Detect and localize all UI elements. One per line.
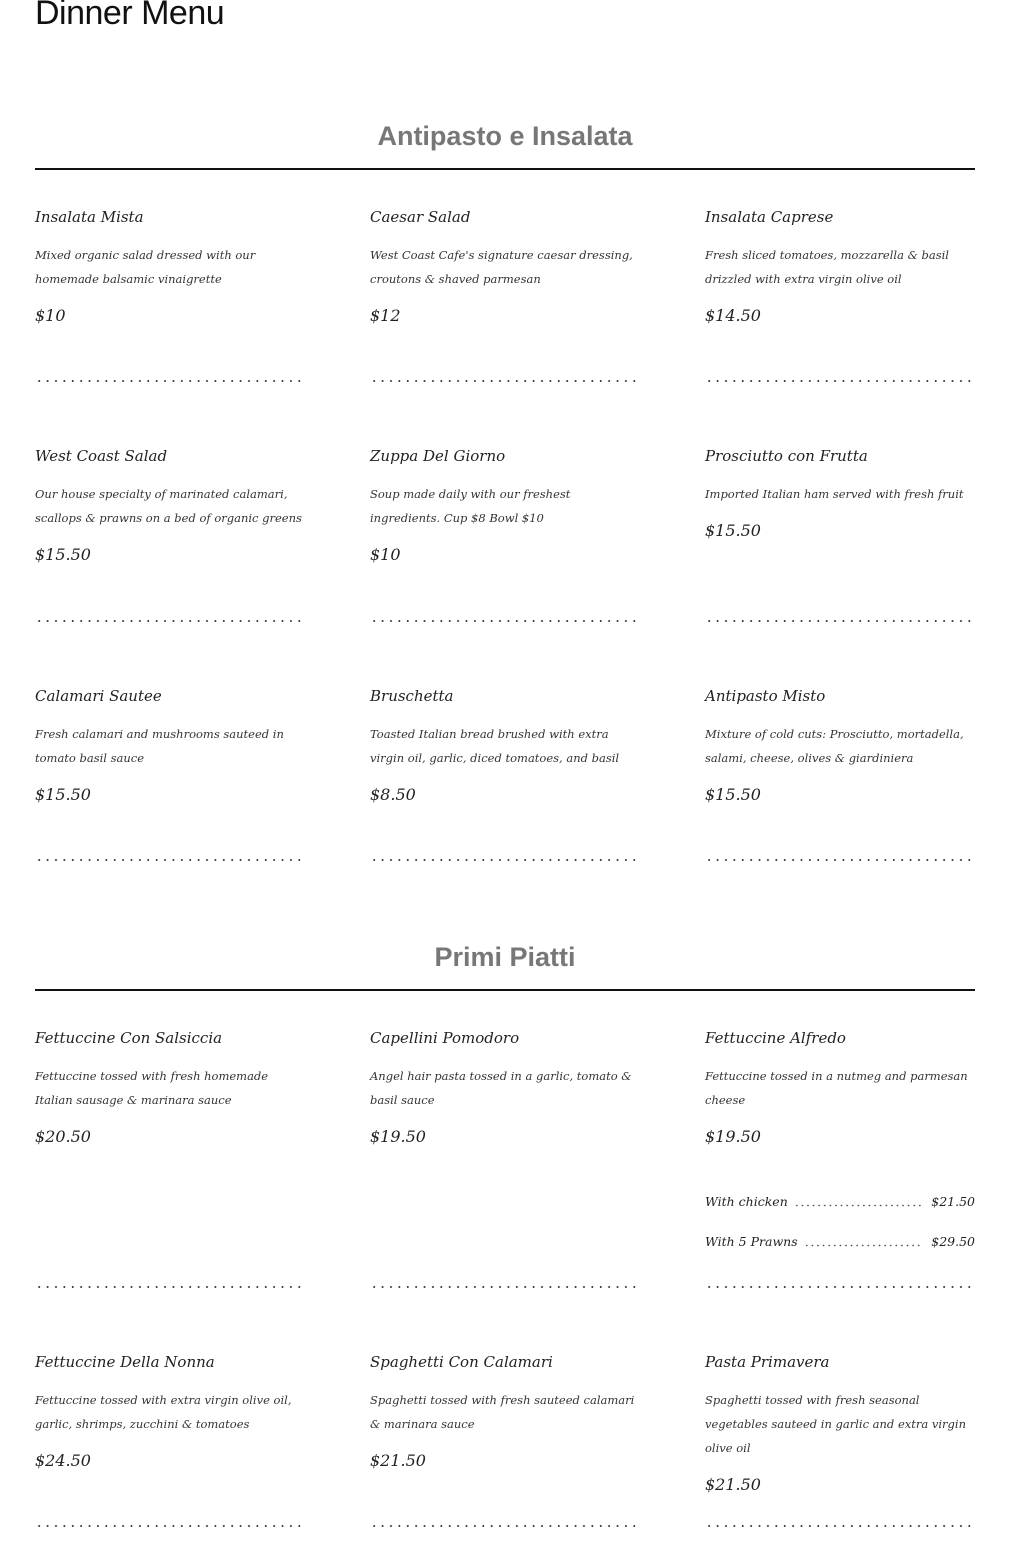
item-price: $10 [370,545,401,564]
menu-item [705,1026,975,1149]
item-price: $15.50 [35,785,91,804]
item-name: Zuppa Del Giorno [370,447,506,465]
item-price: $8.50 [370,785,416,804]
item-description: West Coast Cafe's signature caesar dressing, croutons & shaved parmesan [370,248,633,286]
item-divider [705,858,975,862]
item-name: Prosciutto con Frutta [705,447,868,465]
menu-item [35,684,305,807]
item-divider [35,1524,305,1528]
item-price: $10 [35,306,66,325]
menu-item [370,444,640,567]
menu-item [35,444,305,567]
item-price: $24.50 [35,1451,91,1470]
item-divider [370,1524,640,1528]
menu-grid [35,170,975,870]
item-divider [705,379,975,383]
item-description: Spaghetti tossed with fresh seasonal vegetables sauteed in garlic and extra virgin olive oil [705,1393,966,1455]
menu-item [370,684,640,807]
item-divider [705,619,975,623]
item-name: Antipasto Misto [705,687,826,705]
menu-item [705,1350,975,1497]
item-option [705,1227,975,1251]
item-divider [370,1285,640,1289]
item-price: $14.50 [705,306,761,325]
item-name: West Coast Salad [35,447,168,465]
menu-grid [35,991,975,1551]
option-price: $21.50 [931,1194,975,1209]
item-name: Calamari Sautee [35,687,162,705]
menu-item [35,1026,305,1149]
item-divider [705,1524,975,1528]
item-name: Caesar Salad [370,208,471,226]
menu-item [705,205,975,328]
item-description: Fettuccine tossed with extra virgin olive oil, garlic, shrimps, zucchini & tomatoes [35,1393,292,1431]
item-description: Toasted Italian bread brushed with extra virgin oil, garlic, diced tomatoes, and basil [370,727,620,765]
item-price: $20.50 [35,1127,91,1146]
item-price: $19.50 [705,1127,761,1146]
item-name: Pasta Primavera [705,1353,830,1371]
item-name: Insalata Mista [35,208,144,226]
item-name: Spaghetti Con Calamari [370,1353,553,1371]
item-name: Bruschetta [370,687,454,705]
menu-item [370,205,640,328]
item-price: $15.50 [35,545,91,564]
item-name: Fettuccine Con Salsiccia [35,1029,223,1047]
item-description: Fresh calamari and mushrooms sauteed in tomato basil sauce [35,727,284,765]
section-title: Antipasto e Insalata [377,121,633,151]
menu-item [705,684,975,807]
section-primi-piatti [35,939,975,1551]
item-description: Imported Italian ham served with fresh fruit [705,487,964,501]
item-description: Soup made daily with our freshest ingredients. Cup $8 Bowl $10 [370,487,571,525]
item-description: Angel hair pasta tossed in a garlic, tomato & basil sauce [370,1069,632,1107]
item-divider [35,1285,305,1289]
menu-item [370,1350,640,1473]
item-name: Capellini Pomodoro [370,1029,520,1047]
item-divider [35,379,305,383]
menu-item [705,444,975,543]
item-description: Spaghetti tossed with fresh sauteed calamari & marinara sauce [370,1393,635,1431]
item-price: $12 [370,306,401,325]
item-divider [370,379,640,383]
option-label: With chicken [705,1194,788,1209]
item-description: Our house specialty of marinated calamari, scallops & prawns on a bed of organic greens [35,487,302,525]
item-divider [35,858,305,862]
item-price: $21.50 [705,1475,761,1494]
menu-item [35,1350,305,1473]
item-divider [370,619,640,623]
item-price: $15.50 [705,785,761,804]
section-antipasto [35,118,975,870]
option-label: With 5 Prawns [705,1234,798,1249]
item-description: Fettuccine tossed in a nutmeg and parmesan cheese [705,1069,968,1107]
item-price: $15.50 [705,521,761,540]
item-divider [705,1285,975,1289]
option-leader [794,1204,924,1207]
item-description: Fresh sliced tomatoes, mozzarella & basil drizzled with extra virgin olive oil [705,248,949,286]
menu-item [35,205,305,328]
page-title: Dinner Menu [35,0,225,32]
menu-item [370,1026,640,1149]
item-name: Insalata Caprese [705,208,834,226]
item-option [705,1187,975,1211]
item-description: Fettuccine tossed with fresh homemade Italian sausage & marinara sauce [35,1069,269,1107]
item-name: Fettuccine Alfredo [705,1029,846,1047]
item-description: Mixed organic salad dressed with our homemade balsamic vinaigrette [35,248,256,286]
item-divider [35,619,305,623]
option-leader [804,1244,924,1247]
item-price: $19.50 [370,1127,426,1146]
option-price: $29.50 [931,1234,975,1249]
item-description: Mixture of cold cuts: Prosciutto, mortadella, salami, cheese, olives & giardiniera [705,727,964,765]
item-name: Fettuccine Della Nonna [35,1353,215,1371]
item-divider [370,858,640,862]
section-title: Primi Piatti [434,942,576,972]
item-price: $21.50 [370,1451,426,1470]
